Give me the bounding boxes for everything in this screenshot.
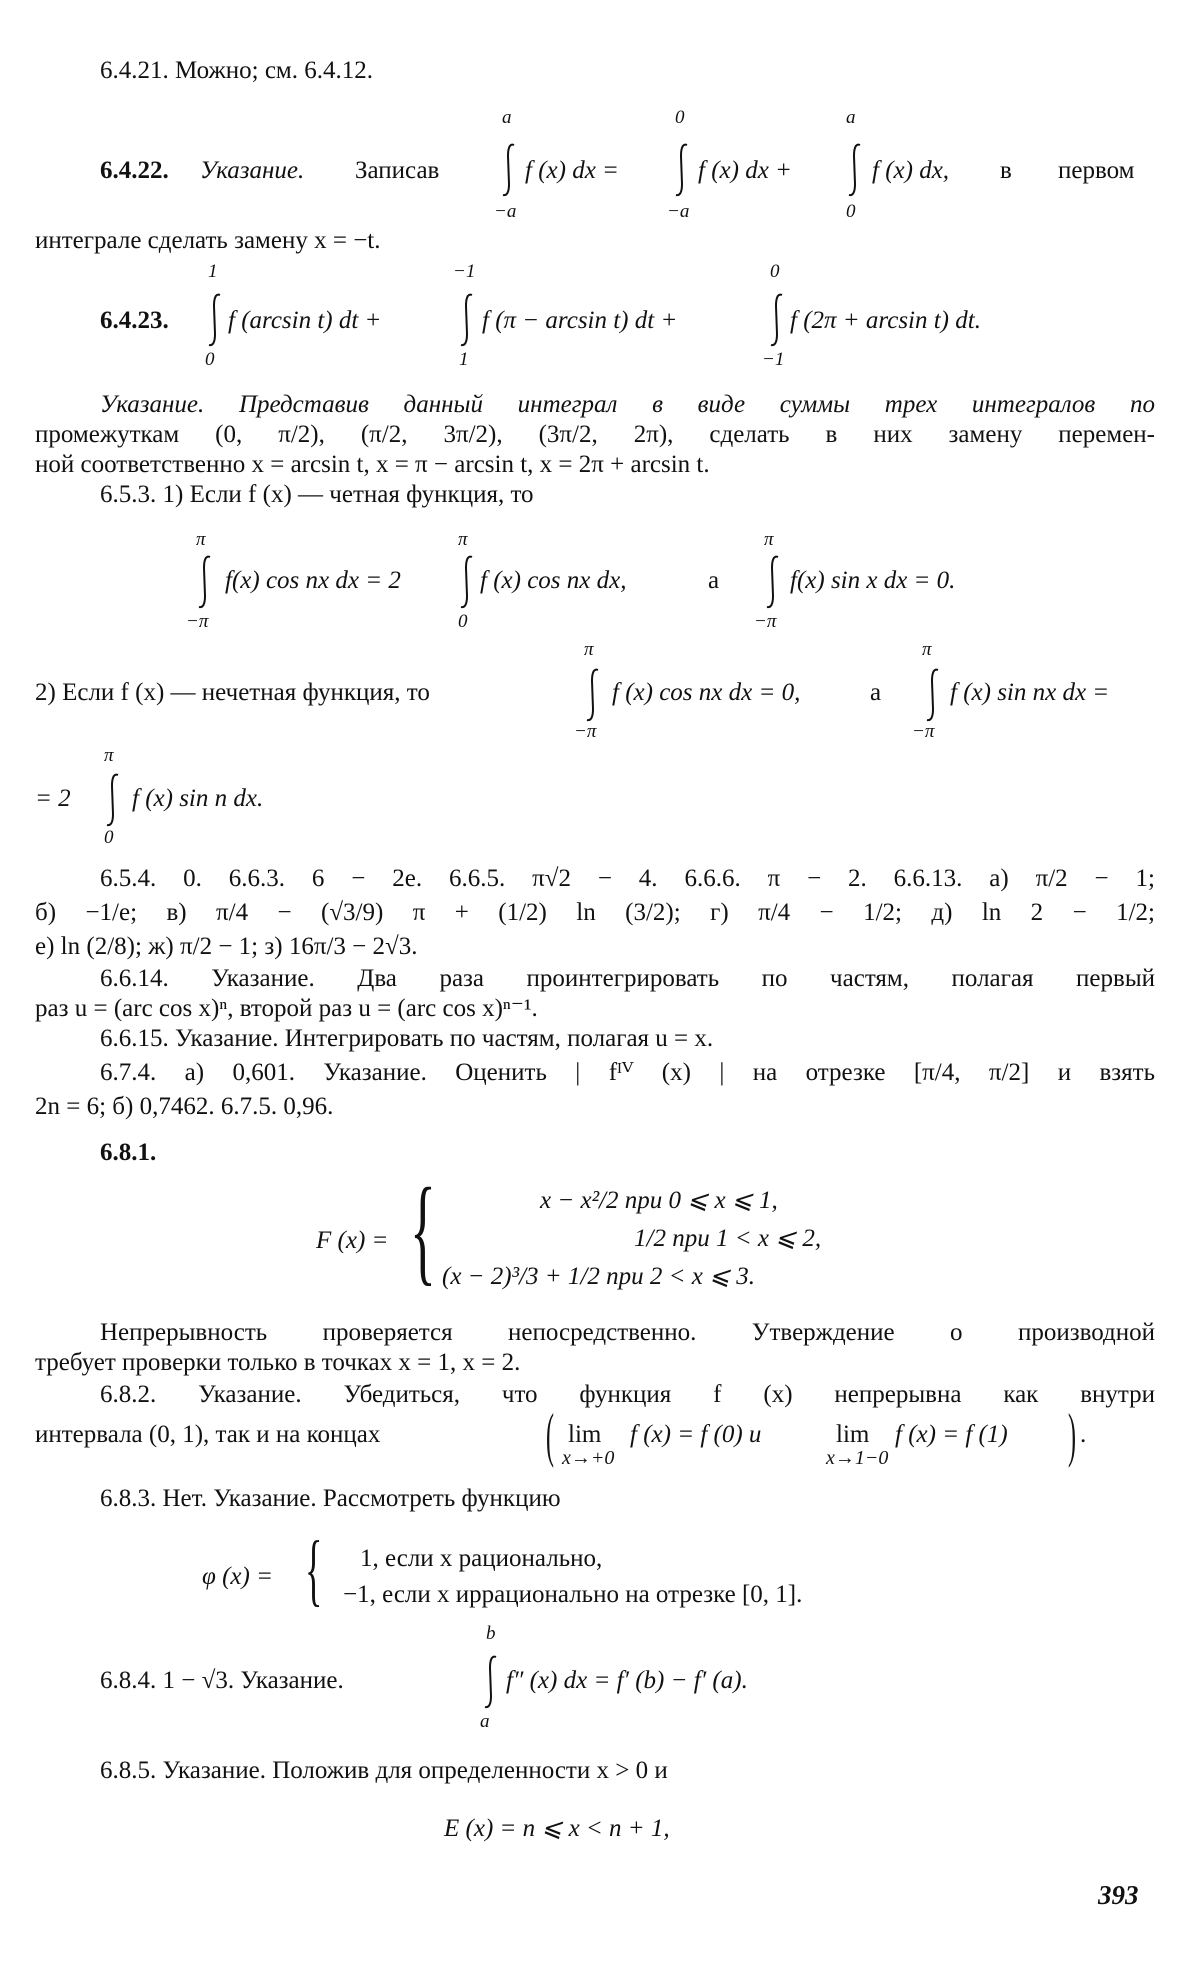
upper-limit: π <box>196 529 206 550</box>
lim-sub: x→+0 <box>562 1447 615 1469</box>
formula-part: f (2π + arcsin t) dt. <box>790 307 981 334</box>
formula-part: f (x) = f (0) и <box>630 1421 762 1448</box>
lower-limit: 0 <box>846 201 856 222</box>
lower-limit: 0 <box>205 349 215 370</box>
text-line: 6.8.3. Нет. Указание. Рассмотреть функцию <box>100 1485 561 1512</box>
text-line: 6.6.15. Указание. Интегрировать по частям, полагая u = x. <box>100 1025 714 1052</box>
formula-part: f (x) dx + <box>698 157 792 184</box>
text-line: интеграле сделать замену x = −t. <box>35 227 381 254</box>
lower-limit: −a <box>667 201 690 222</box>
label-6-8-1: 6.8.1. <box>100 1139 157 1166</box>
formula-part: f (x) sin n dx. <box>132 785 264 812</box>
text-zapisav: Записав <box>355 157 440 184</box>
case-line: 1, если x рационально, <box>360 1545 603 1572</box>
text-line: е) ln (2/8); ж) π/2 − 1; з) 16π/3 − 2√3. <box>35 933 418 960</box>
lower-limit: −1 <box>762 349 785 370</box>
upper-limit: π <box>458 529 468 550</box>
lim-text: lim <box>836 1421 870 1448</box>
lower-limit: −π <box>186 611 209 632</box>
upper-limit: a <box>502 107 512 128</box>
lower-limit: −π <box>754 611 777 632</box>
case-line: 1/2 при 1 < x ⩽ 2, <box>634 1225 822 1252</box>
period: . <box>1080 1421 1087 1448</box>
text-line: 2) Если f (x) — нечетная функция, то <box>35 679 430 706</box>
text-line: раз u = (arc cos x)ⁿ, второй раз u = (arc cos x)ⁿ⁻¹. <box>35 995 538 1022</box>
text-a: а <box>708 567 720 594</box>
paren-open: ( <box>545 1402 554 1468</box>
lower-limit: −π <box>912 721 935 742</box>
upper-limit: −1 <box>453 261 476 282</box>
formula-part: = 2 <box>35 785 71 812</box>
upper-limit: π <box>584 639 594 660</box>
text-line: 6.8.4. 1 − √3. Указание. <box>100 1667 344 1694</box>
case-line: (x − 2)³/3 + 1/2 при 2 < x ⩽ 3. <box>442 1263 756 1290</box>
lower-limit: 0 <box>104 827 114 848</box>
paren-close: ) <box>1067 1402 1076 1468</box>
lim-sub: x→1−0 <box>826 1447 889 1469</box>
upper-limit: 0 <box>770 261 780 282</box>
text-line: 6.8.2. Указание. Убедиться, что функция f (x) непрерывна как внутри <box>100 1381 1155 1408</box>
formula-part: F (x) = <box>316 1227 389 1254</box>
lower-limit: −π <box>574 721 597 742</box>
page-number: 393 <box>1098 1880 1139 1910</box>
answer-6-4-21: 6.4.21. Можно; см. 6.4.12. <box>100 57 373 84</box>
formula-part: E (x) = n ⩽ x < n + 1, <box>444 1815 670 1842</box>
formula-part: f(x) sin x dx = 0. <box>790 567 956 594</box>
text-line: 2n = 6; б) 0,7462. 6.7.5. 0,96. <box>35 1093 334 1120</box>
upper-limit: π <box>764 529 774 550</box>
text-line: 6.6.14. Указание. Два раза проинтегрировать по частям, полагая первый <box>100 965 1155 992</box>
upper-limit: 1 <box>208 261 218 282</box>
answer-6-5-3: 6.5.3. 1) Если f (x) — четная функция, то <box>100 481 534 508</box>
upper-limit: b <box>486 1623 496 1644</box>
text-line: Непрерывность проверяется непосредственно. Утверждение о производной <box>100 1319 1155 1346</box>
formula-part: f″ (x) dx = f′ (b) − f′ (a). <box>506 1667 748 1694</box>
hint-label: Указание. <box>200 157 305 184</box>
lower-limit: a <box>480 1711 490 1732</box>
upper-limit: π <box>104 745 114 766</box>
text-line: б) −1/e; в) π/4 − (√3/9) π + (1/2) ln (3/2); г) π/4 − 1/2; д) ln 2 − 1/2; <box>35 899 1155 926</box>
text-line: Указание. Представив данный интеграл в виде суммы трех интегралов по <box>100 391 1155 418</box>
text-line: 6.5.4. 0. 6.6.3. 6 − 2e. 6.6.5. π√2 − 4. 6.6.6. π − 2. 6.6.13. а) π/2 − 1; <box>100 865 1155 892</box>
text-v-pervom: в первом <box>1000 157 1135 184</box>
formula-part: φ (x) = <box>202 1563 273 1590</box>
formula-part: f (x) dx, <box>872 157 950 184</box>
label-6-4-22: 6.4.22. <box>100 157 169 184</box>
formula-part: f (x) cos nx dx, <box>480 567 627 594</box>
upper-limit: a <box>846 107 856 128</box>
upper-limit: 0 <box>675 107 685 128</box>
formula-part: f (x) dx = <box>525 157 619 184</box>
brace-icon: { <box>410 1163 436 1296</box>
formula-part: f (arcsin t) dt + <box>228 307 382 334</box>
case-line: x − x²/2 при 0 ⩽ x ⩽ 1, <box>540 1187 778 1214</box>
formula-part: f (x) sin nx dx = <box>950 679 1110 706</box>
formula-part: f(x) cos nx dx = 2 <box>225 567 401 594</box>
formula-part: f (π − arcsin t) dt + <box>482 307 678 334</box>
lower-limit: 0 <box>458 611 468 632</box>
text-line: требует проверки только в точках x = 1, x = 2. <box>35 1349 521 1376</box>
text-line: ной соответственно x = arcsin t, x = π − arcsin t, x = 2π + arcsin t. <box>35 451 710 478</box>
case-line: −1, если x иррационально на отрезке [0, 1]. <box>343 1581 803 1608</box>
lim-text: lim <box>568 1421 602 1448</box>
formula-part: f (x) cos nx dx = 0, <box>612 679 801 706</box>
text-a: а <box>870 679 882 706</box>
upper-limit: π <box>922 639 932 660</box>
text-line: 6.8.5. Указание. Положив для определенности x > 0 и <box>100 1757 668 1784</box>
brace-icon: { <box>305 1526 323 1614</box>
text-line: промежуткам (0, π/2), (π/2, 3π/2), (3π/2, 2π), сделать в них замену перемен- <box>35 421 1155 448</box>
formula-part: f (x) = f (1) <box>895 1421 1008 1448</box>
lower-limit: 1 <box>459 349 469 370</box>
label-6-4-23: 6.4.23. <box>100 307 169 334</box>
text-line: интервала (0, 1), так и на концах <box>35 1421 381 1448</box>
lower-limit: −a <box>494 201 517 222</box>
text-line: 6.7.4. а) 0,601. Указание. Оценить | fᴵⱽ (x) | на отрезке [π/4, π/2] и взять <box>100 1059 1155 1086</box>
